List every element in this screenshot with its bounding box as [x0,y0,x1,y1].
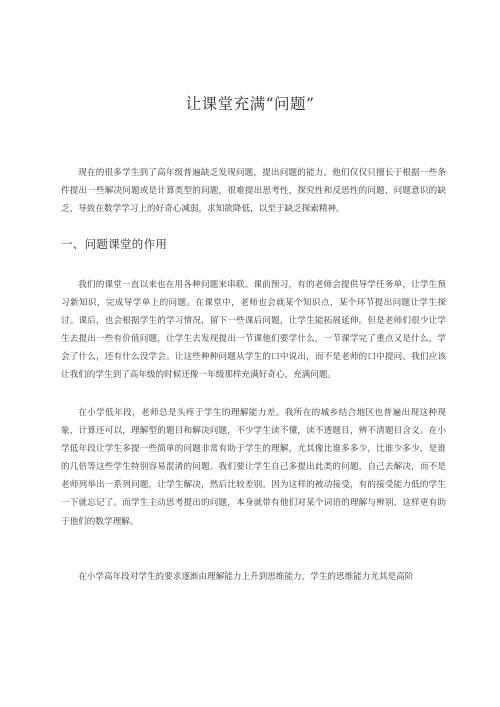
body-paragraph-2: 在小学低年段，老师总是头疼于学生的理解能力差。我所在的城乡结合地区也普遍出现这种现象，计算还可以，理解型的题目和解决问题，不少学生读不懂，读不透题目，辨不清题目含义。在小学低年段让学生多提一些简单的问题非常有助于学生的理解，尤其像比谁多多少，比谁少多少，是谁的几倍等这些学生特别容易混淆的问题。我们要让学生自己多提出此类的问题，自己去解决，而不是老师列举出一系列问题，让学生解决，然后比较差别。因为这样的被动接受，有的接受能力低的学生一下就忘记了。而学生主动思考提出的问题，本身就带有他们对某个词语的理解与辨别，这样更有助于他们的数学理解。 [61,408,446,527]
body-paragraph-3: 在小学高年段对学生的要求逐渐由理解能力上升到思维能力，学生的思维能力尤其是高阶 [78,572,414,582]
body-paragraph-1: 我们的课堂一直以来也在用各种问题来串联。课前预习，有的老师会提供导学任务单，让学生预习新知识，完成导学单上的问题。在课堂中，老师也会就某个知识点，某个环节提出问题让学生探讨。课后，也会根据学生的学习情况，留下一些课后问题，让学生能拓展延伸。但是老师们很少让学生去提出一些有价值问题，让学生去发现提出一节课他们要学什么，一节课学完了重点又是什么，学会了什么，还有什么没学会。让这些种种问题从学生的口中说出，而不是老师的口中提问。我们应该让我们的学生到了高年级的时候还像一年级那样充满好奇心，充满问题。 [61,280,446,381]
intro-paragraph: 现在的很多学生到了高年级普遍缺乏发现问题，提出问题的能力。他们仅仅只擅长于根据一些条件提出一些解决问题或是计算类型的问题，很难提出思考性，探究性和反思性的问题，问题意识的缺乏，导致在数学学习上的好奇心减弱，求知欲降低，以至于缺乏探索精神。 [61,168,446,215]
page-title: 让课堂充满“问题” [185,95,315,113]
section-heading: 一、问题课堂的作用 [61,237,168,251]
